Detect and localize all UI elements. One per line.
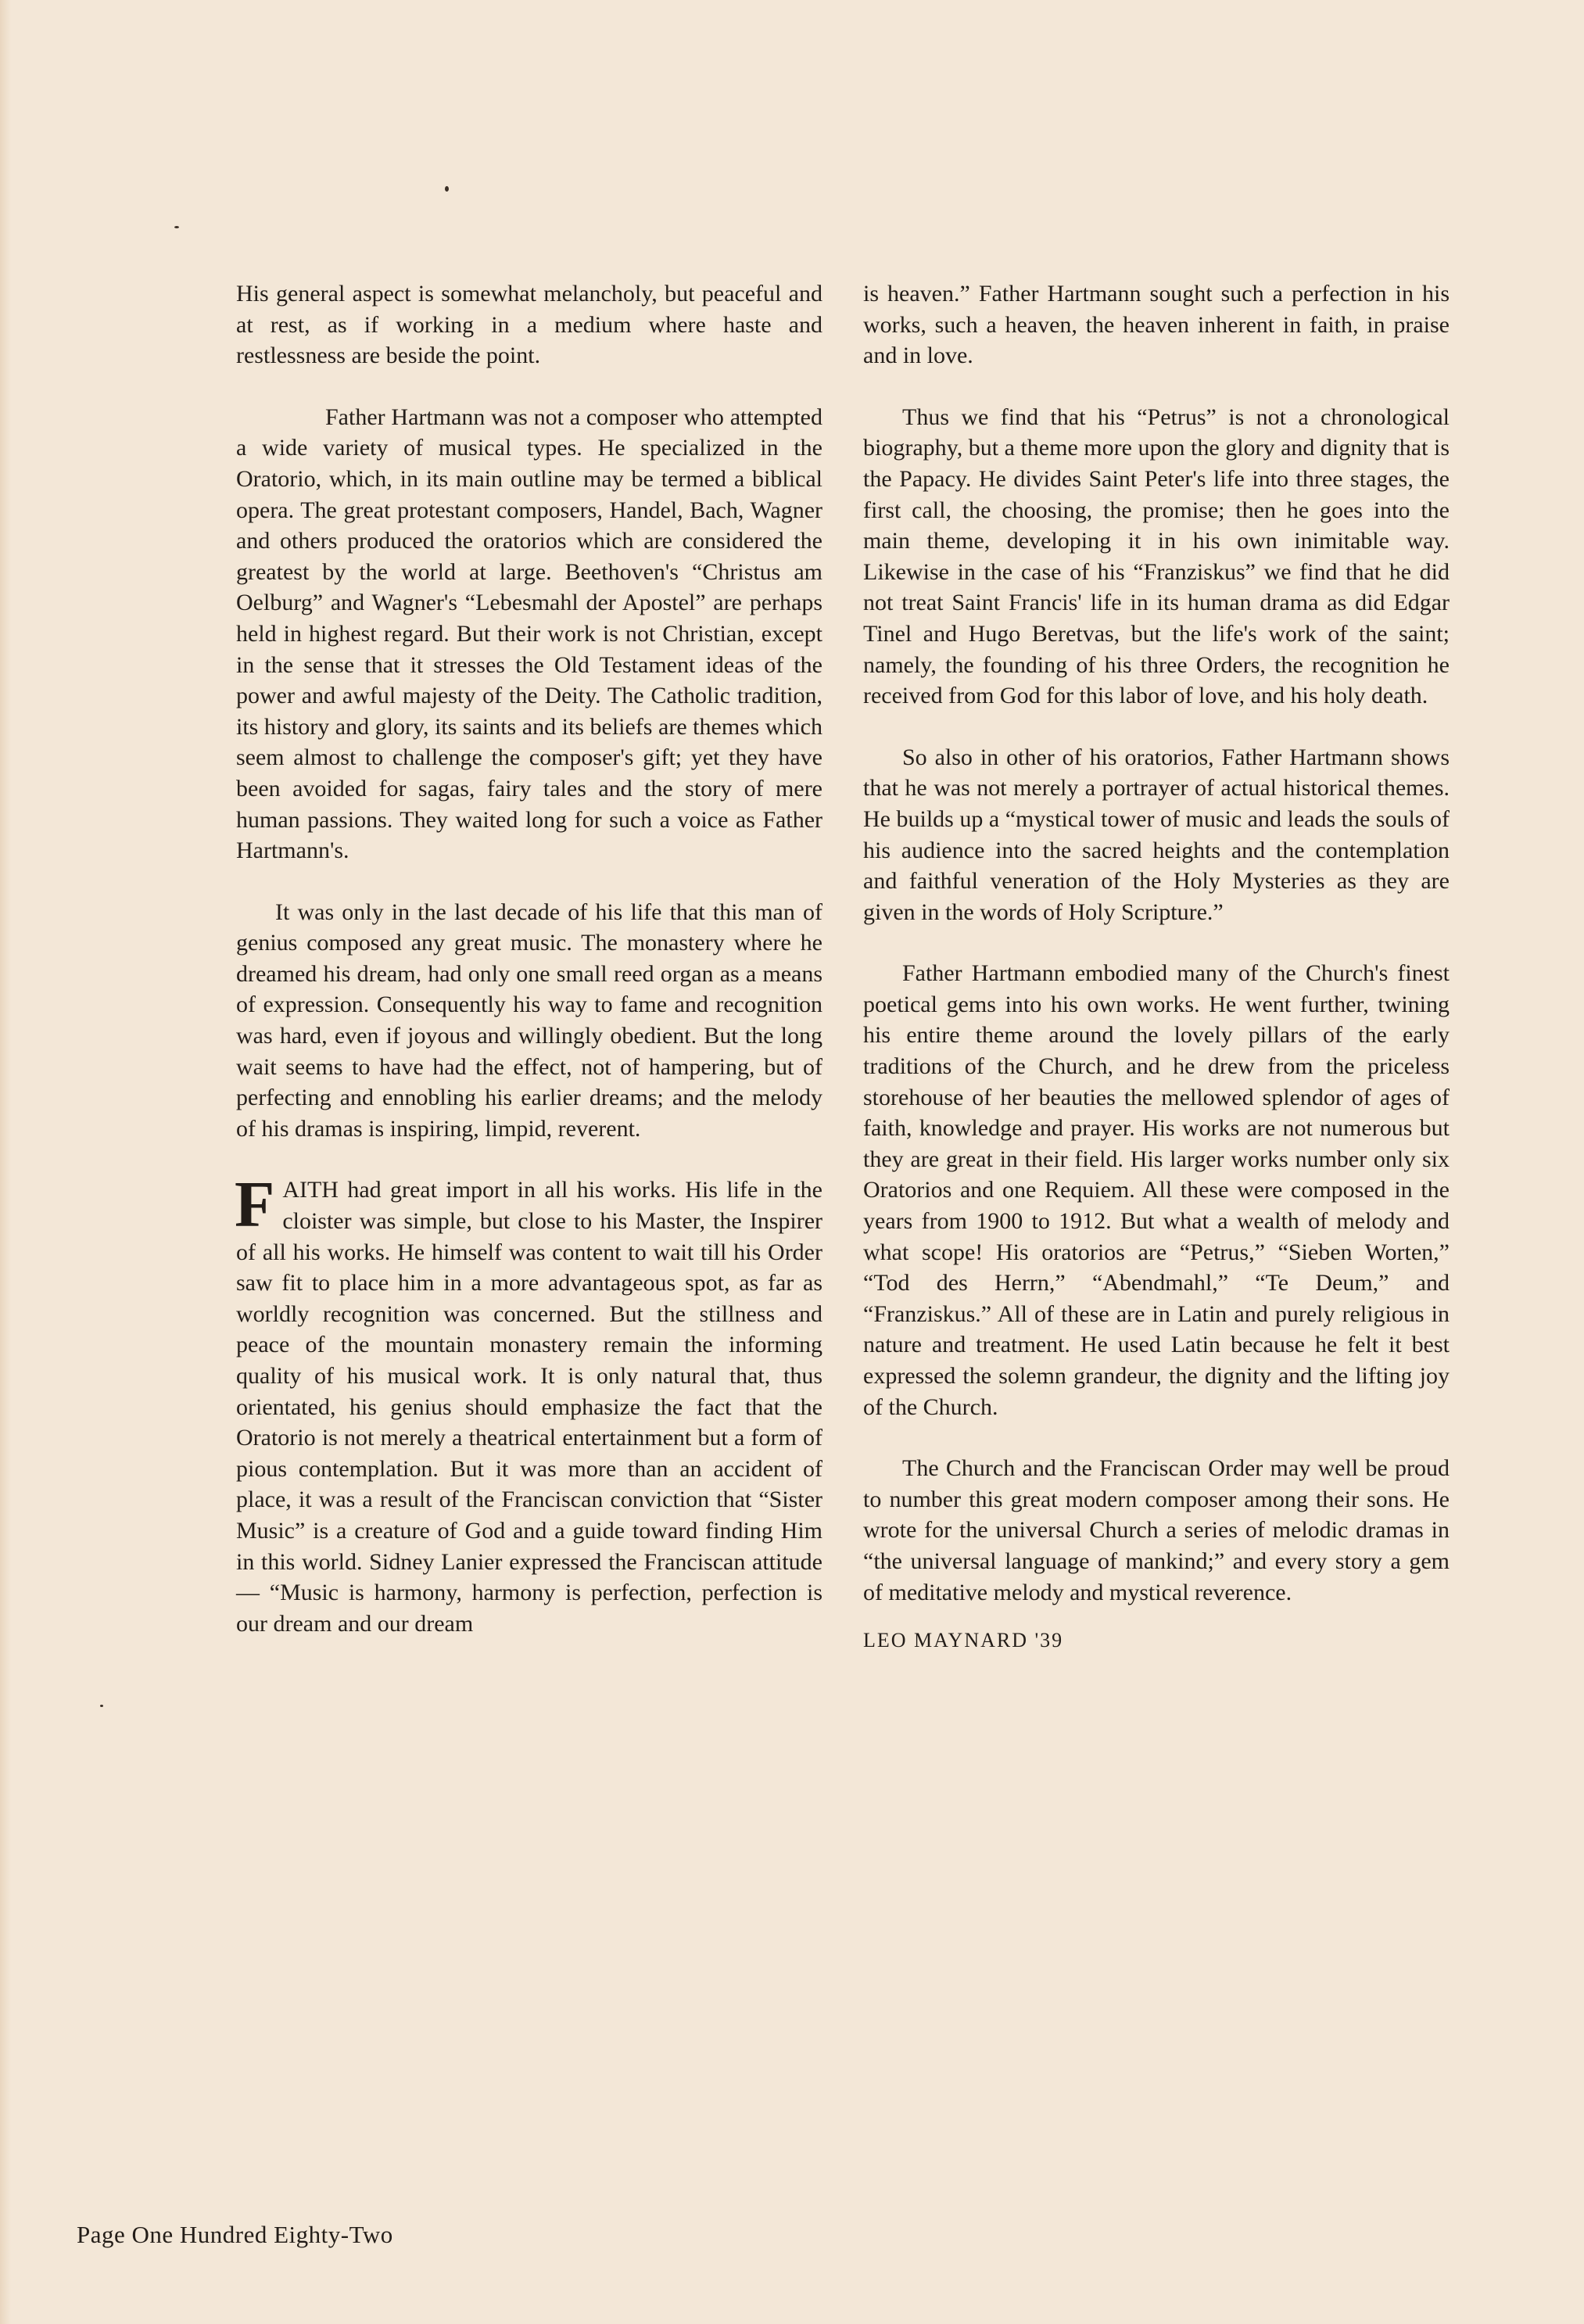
ink-speck <box>174 226 179 228</box>
ink-speck <box>100 1705 103 1707</box>
paragraph: So also in other of his oratorios, Father Hartmann shows that he was not merely a portrayer of actual historical themes. He builds up a “mystical tower of music and leads the souls of his audience into the sacred heights and the contemplation and faithful veneration of the Holy Mysteries as they are given in the words of Holy Scripture.” <box>863 744 1450 925</box>
page-number: Page One Hundred Eighty-Two <box>77 2221 393 2248</box>
paragraph: The Church and the Franciscan Order may well be proud to number this great modern composer among their sons. He wrote for the universal Church a series of melodic dramas in “the universal language of mankind;” and every story a gem of meditative melody and mystical reverence. <box>863 1455 1450 1605</box>
paragraph: It was only in the last decade of his life that this man of genius composed any great music. The monastery where he dreamed his dream, had only one small reed organ as a means of expression. Consequently his way to fame and recognition was hard, even if joyous and willingly obedient. But the long wait seems to have had the effect, not of hampering, but of perfecting and ennobling his earlier dreams; and the melody of his dramas is inspiring, limpid, reverent. <box>236 898 822 1142</box>
drop-cap: F <box>235 1168 275 1242</box>
paragraph: Thus we find that his “Petrus” is not a chronological biography, but a theme more upon the glory and dignity that is the Papacy. He divides Saint Peter's life into three stages, the first call, the choosing, the promise; then he goes into the main theme, developing it in his own inimitable way. Likewise in the case of his “Franziskus” we find that he did not treat Saint Francis' life in its human drama as did Edgar Tinel and Hugo Beretvas, but the life's work of the saint; namely, the founding of his three Orders, the recognition he received from God for this labor of love, and his holy death. <box>863 403 1450 709</box>
paragraph: His general aspect is somewhat melancholy, but peaceful and at rest, as if working in a medium where haste and restlessness are beside the point. <box>236 281 822 369</box>
paragraph: Father Hartmann embodied many of the Church's finest poetical gems into his own works. He went further, twining his entire theme around the lovely pillars of the early traditions of the Church, and he drew from the priceless storehouse of her beauties the mellowed splendor of ages of faith, knowledge and prayer. His works are not numerous but they are great in their field. His larger works number only six Oratorios and one Requiem. All these were composed in the years from 1900 to 1912. But what a wealth of melody and what scope! His oratorios are “Petrus,” “Sieben Worten,” “Tod des Herrn,” “Abendmahl,” “Te Deum,” and “Franziskus.” All of these are in Latin and purely religious in nature and treatment. He used Latin because he felt it best expressed the solemn grandeur, the dignity and the lifting joy of the Church. <box>863 960 1450 1420</box>
author-signature: LEO MAYNARD '39 <box>863 1629 1064 1652</box>
ink-speck <box>445 186 449 192</box>
paragraph-with-drop-cap <box>235 1168 822 1639</box>
paragraph: Father Hartmann was not a composer who attempted a wide variety of musical types. He specialized in the Oratorio, which, in its main outline may be termed a biblical opera. The great protestant composers, Handel, Bach, Wagner and others produced the oratorios which are considered the greatest by the world at large. Beethoven's “Christus am Oelburg” and Wagner's “Lebesmahl der Apostel” are perhaps held in highest regard. But their work is not Christian, except in the sense that it stresses the Old Testament ideas of the power and awful majesty of the Deity. The Catholic tradition, its history and glory, its saints and its beliefs are themes which seem almost to challenge the composer's gift; yet they have been avoided for sagas, fairy tales and the story of mere human passions. They waited long for such a voice as Father Hartmann's. <box>236 403 822 864</box>
paragraph: is heaven.” Father Hartmann sought such a perfection in his works, such a heaven, the heaven inherent in faith, in praise and in love. <box>863 281 1450 369</box>
right-column <box>863 278 1450 1656</box>
left-column <box>236 278 822 1639</box>
paragraph-text: AITH had great import in all his works. His life in the cloister was simple, but close to his Master, the Inspirer of all his works. He himself was content to wait till his Order saw fit to place him in a more advantageous spot, as far as worldly recognition was concerned. But the stillness and peace of the mountain monastery remain the informing quality of his musical work. It is only natural that, thus orientated, his genius should emphasize the fact that the Oratorio is not merely a theatrical entertainment but a form of pious contemplation. But it was more than an accident of place, it was a result of the Franciscan conviction that “Sister Music” is a creature of God and a guide toward finding Him in this world. Sidney Lanier expressed the Franciscan attitude — “Music is harmony, harmony is perfection, perfection is our dream and our dream <box>236 1177 822 1637</box>
page-edge-shadow <box>0 0 11 2324</box>
